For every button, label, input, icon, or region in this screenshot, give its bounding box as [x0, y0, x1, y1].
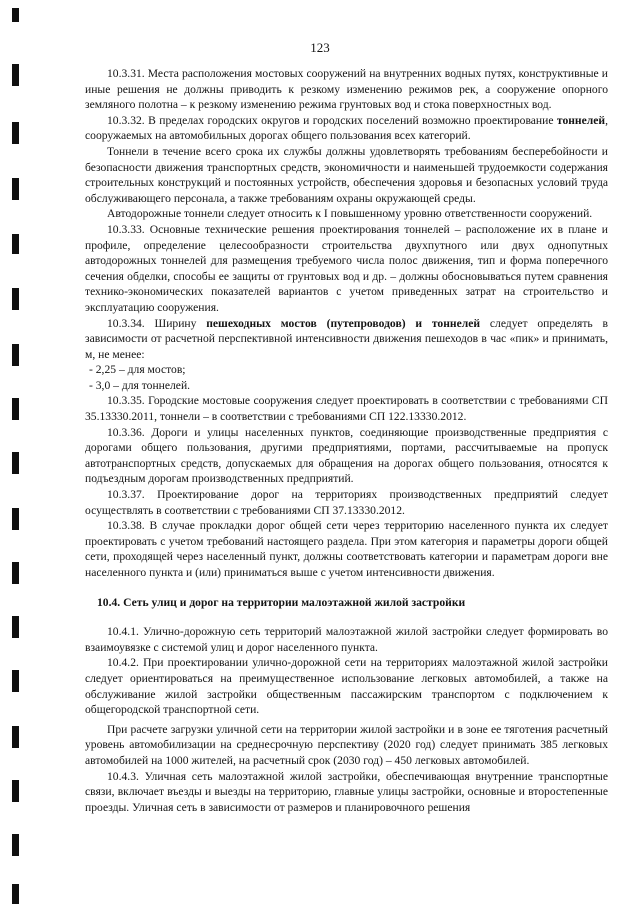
binding-mark [12, 344, 19, 366]
bold-term: пешеходных мостов (путепроводов) и тоннелей [206, 316, 481, 330]
binding-mark [12, 178, 19, 200]
paragraph-text: , сооружаемых на автомобильных дорогах общего пользования всех категорий. [85, 113, 608, 143]
paragraph-10-3-31: 10.3.31. Места расположения мостовых сооружений на внутренних водных путях, конструктивные и иные решения не должны приводить к резкому изменению режимов рек, а сооружение опорного земляного полотна – к резкому изменению режима грунтовых вод и стока поверхностных вод. [85, 67, 608, 112]
paragraph-10-4-1: 10.4.1. Улично-дорожную сеть территорий малоэтажной жилой застройки следует формировать во взаимоувязке с системой улиц и дорог населенного пункта. [85, 625, 608, 654]
paragraph-tunnels-responsibility: Автодорожные тоннели следует относить к I повышенному уровню ответственности сооружений. [107, 207, 593, 221]
document-body [85, 66, 608, 815]
bold-term: тоннелей [556, 113, 606, 127]
paragraph-10-3-34 [85, 316, 608, 363]
page-number: 123 [310, 40, 330, 55]
paragraph-10-4-3: 10.4.3. Уличная сеть малоэтажной жилой застройки, обеспечивающая внутренние транспортные связи, включает въезды и выезды на территорию, главные улицы застройки, основные и второстепенные проезды. Уличная сеть в зависимости от размеров и планировочного решения [85, 769, 608, 814]
paragraph-text: 10.3.34. Ширину [107, 316, 207, 330]
list-item-tunnels: - 3,0 – для тоннелей. [89, 378, 191, 392]
binding-mark [12, 8, 19, 22]
binding-mark [12, 234, 19, 254]
binding-mark [12, 726, 19, 748]
paragraph-10-4-2: 10.4.2. При проектировании улично-дорожной сети на территориях малоэтажной жилой застройки следует ориентироваться на преимущественное использование легковых автомобилей, а также на обслуживание жилой застройки общественным пассажирским транспортом с подключением к общегородской транспортной сети. [85, 656, 608, 717]
binding-mark [12, 616, 19, 638]
binding-marks [12, 0, 22, 905]
binding-mark [12, 64, 19, 86]
binding-mark [12, 508, 19, 530]
paragraph-tunnels-requirements: Тоннели в течение всего срока их службы должны удовлетворять требованиям бесперебойности и безопасности движения транспортных средств, экономичности и наименьшей трудоемкости содержания строительных конструкций и постоянных устройств, обеспечения здоровья и безопасных условий труда обслуживающего персонала, а также требованиям охраны окружающей среды. [85, 144, 608, 205]
paragraph-text: 10.3.32. В пределах городских округов и городских поселений возможно проектирование [107, 113, 557, 127]
binding-mark [12, 398, 19, 420]
binding-mark [12, 670, 19, 692]
paragraph-10-3-37: 10.3.37. Проектирование дорог на территориях производственных предприятий следует осуществлять в соответствии с требованиями СП 37.13330.2012. [85, 488, 608, 517]
list-item-bridges: - 2,25 – для мостов; [89, 363, 186, 377]
section-heading: 10.4. Сеть улиц и дорог на территории малоэтажной жилой застройки [97, 595, 466, 609]
paragraph-10-3-32 [85, 113, 608, 144]
binding-mark [12, 884, 19, 904]
binding-mark [12, 562, 19, 584]
binding-mark [12, 834, 19, 856]
paragraph-10-3-33: 10.3.33. Основные технические решения проектирования тоннелей – расположение их в плане и профиле, определение целесообразности строительства двухпутного или двух однопутных автодорожных тоннелей для размещения требуемого числа полос движения, тип и форма поперечного сечения обделки, способы ее защиты от грунтовых вод и др. – должны обосновываться путем сравнения технико-экономических показателей вариантов с учетом приведенных затрат на строительство и эксплуатацию сооружения. [85, 222, 608, 314]
paragraph-motorization-level: При расчете загрузки уличной сети на территории жилой застройки и в зоне ее тяготения расчетный уровень автомобилизации на среднесрочную перспективу (2020 год) следует принимать 385 легковых автомобилей на 1000 жителей, на расчетный срок (2030 год) – 450 легковых автомобилей. [85, 722, 608, 767]
paragraph-text: следует определять в зависимости от расчетной перспективной интенсивности движения пешеходов в час «пик» и принимать, м, не менее: [85, 316, 608, 361]
paragraph-10-3-38: 10.3.38. В случае прокладки дорог общей сети через территорию населенного пункта их следует проектировать с учетом требований настоящего раздела. При этом категория и параметры дороги общей сети, проходящей через населенный пункт, должны соответствовать категории и параметрам дороги вне населенного пункта и (или) приниматься выше с учетом интенсивности движения. [85, 519, 608, 579]
binding-mark [12, 780, 19, 802]
paragraph-10-3-36: 10.3.36. Дороги и улицы населенных пунктов, соединяющие производственные предприятия с дорогами общего пользования, другими предприятиями, портами, рассчитываемые на пропуск автотранспортных средств, допускаемых для обращения на дорогах общего пользования, относятся к подъездным дорогам производственных предприятий. [85, 425, 608, 486]
binding-mark [12, 452, 19, 474]
binding-mark [12, 288, 19, 310]
binding-mark [12, 122, 19, 144]
paragraph-10-3-35: 10.3.35. Городские мостовые сооружения следует проектировать в соответствии с требованиями СП 35.13330.2011, тоннели – в соответствии с требованиями СП 122.13330.2012. [85, 394, 608, 424]
